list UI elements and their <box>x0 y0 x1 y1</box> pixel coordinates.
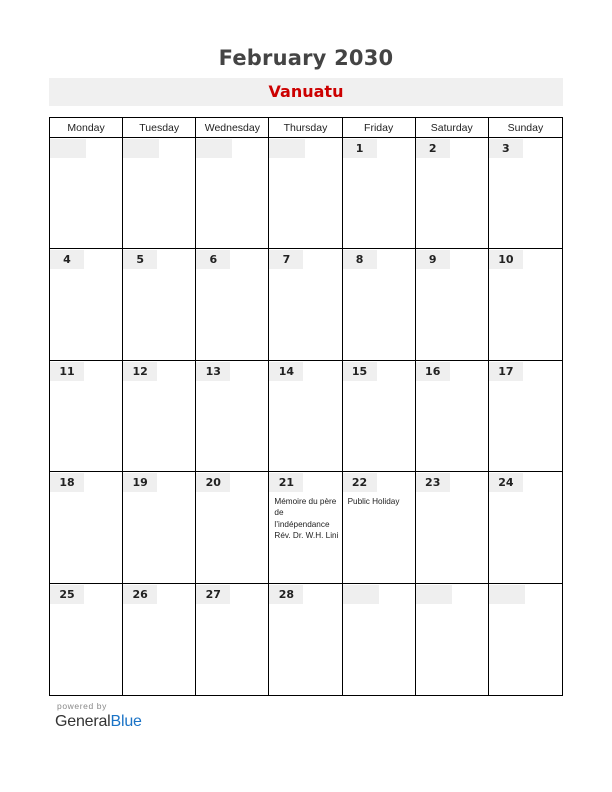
day-number: 19 <box>123 473 157 492</box>
day-cell[interactable] <box>343 249 416 360</box>
day-cell[interactable] <box>50 584 123 695</box>
day-cell[interactable] <box>50 472 123 583</box>
day-cell[interactable] <box>416 249 489 360</box>
day-number: 8 <box>343 250 377 269</box>
day-cell[interactable] <box>196 472 269 583</box>
day-number <box>416 585 452 604</box>
brand-general: General <box>55 713 111 730</box>
day-cell[interactable] <box>416 472 489 583</box>
day-cell[interactable] <box>343 472 416 583</box>
day-cell[interactable] <box>416 361 489 472</box>
day-cell[interactable] <box>416 584 489 695</box>
day-number: 7 <box>269 250 303 269</box>
day-number: 24 <box>489 473 523 492</box>
day-number: 3 <box>489 139 523 158</box>
day-number: 18 <box>50 473 84 492</box>
day-number <box>196 139 232 158</box>
day-number: 20 <box>196 473 230 492</box>
day-cell[interactable] <box>123 249 196 360</box>
day-number: 5 <box>123 250 157 269</box>
day-cell[interactable] <box>123 138 196 249</box>
day-number: 23 <box>416 473 450 492</box>
day-cell[interactable] <box>50 361 123 472</box>
day-number: 6 <box>196 250 230 269</box>
day-cell[interactable] <box>196 249 269 360</box>
weekday-header: Wednesday <box>196 118 269 138</box>
day-number: 11 <box>50 362 84 381</box>
brand-blue: Blue <box>110 713 142 730</box>
day-cell[interactable] <box>343 361 416 472</box>
day-number: 1 <box>343 139 377 158</box>
day-number: 17 <box>489 362 523 381</box>
weekday-header: Saturday <box>416 118 489 138</box>
day-number <box>123 139 159 158</box>
weekday-header: Thursday <box>269 118 342 138</box>
day-cell[interactable] <box>123 584 196 695</box>
day-cell[interactable] <box>489 584 562 695</box>
day-cell[interactable] <box>489 249 562 360</box>
weekday-header: Sunday <box>489 118 562 138</box>
country-banner <box>49 78 563 106</box>
day-cell[interactable] <box>269 138 342 249</box>
day-number <box>50 139 86 158</box>
holiday-event: Mémoire du père de l’indépendance Rév. Dr. W.H. Lini <box>274 497 339 540</box>
generalblue-logo[interactable] <box>55 713 142 731</box>
day-number: 28 <box>269 585 303 604</box>
day-number: 4 <box>50 250 84 269</box>
powered-by-label: powered by <box>57 701 107 711</box>
weekday-header: Tuesday <box>123 118 196 138</box>
day-cell[interactable] <box>489 138 562 249</box>
day-cell[interactable] <box>269 472 342 583</box>
day-number: 2 <box>416 139 450 158</box>
day-number: 22 <box>343 473 377 492</box>
day-number <box>489 585 525 604</box>
day-cell[interactable] <box>196 138 269 249</box>
day-cell[interactable] <box>269 249 342 360</box>
day-cell[interactable] <box>196 584 269 695</box>
day-number: 27 <box>196 585 230 604</box>
day-number: 16 <box>416 362 450 381</box>
day-number: 21 <box>269 473 303 492</box>
holiday-event: Public Holiday <box>347 497 400 507</box>
day-cell[interactable] <box>269 584 342 695</box>
day-number: 12 <box>123 362 157 381</box>
day-number <box>343 585 379 604</box>
day-number: 15 <box>343 362 377 381</box>
day-number: 26 <box>123 585 157 604</box>
day-cell[interactable] <box>50 249 123 360</box>
day-number <box>269 139 305 158</box>
day-number: 25 <box>50 585 84 604</box>
day-cell[interactable] <box>416 138 489 249</box>
weekday-header: Monday <box>50 118 123 138</box>
day-cell[interactable] <box>269 361 342 472</box>
weekday-header: Friday <box>343 118 416 138</box>
calendar-title: February 2030 <box>218 46 394 70</box>
day-cell[interactable] <box>123 472 196 583</box>
day-cell[interactable] <box>489 472 562 583</box>
day-number: 9 <box>416 250 450 269</box>
day-cell[interactable] <box>343 584 416 695</box>
day-number: 10 <box>489 250 523 269</box>
day-number: 13 <box>196 362 230 381</box>
day-cell[interactable] <box>123 361 196 472</box>
day-cell[interactable] <box>489 361 562 472</box>
day-cell[interactable] <box>196 361 269 472</box>
country-name: Vanuatu <box>268 82 344 101</box>
day-number: 14 <box>269 362 303 381</box>
calendar-grid <box>49 117 563 696</box>
day-cell[interactable] <box>50 138 123 249</box>
day-cell[interactable] <box>343 138 416 249</box>
